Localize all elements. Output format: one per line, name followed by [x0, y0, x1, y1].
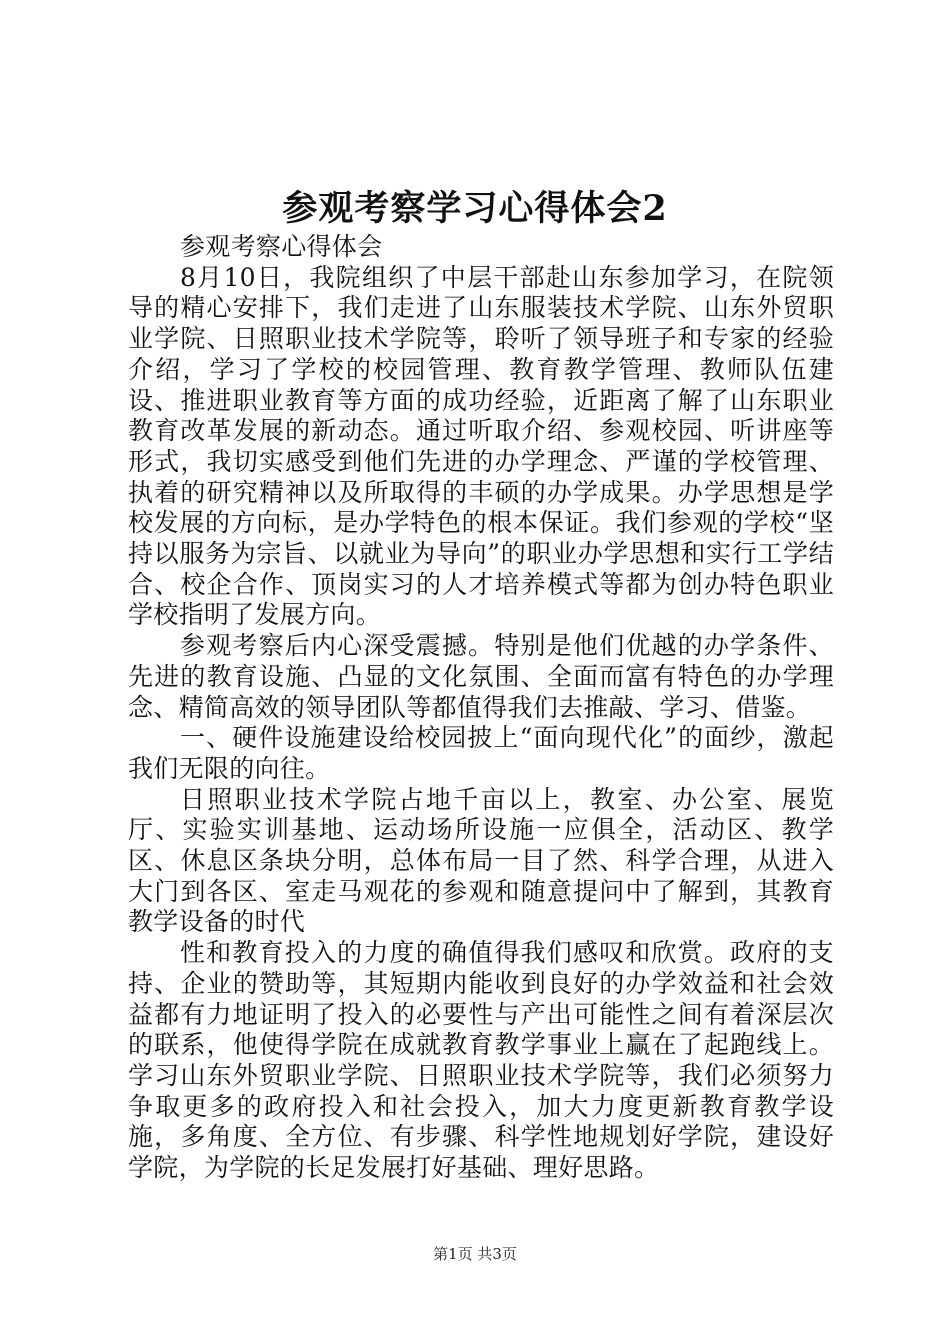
paragraph-section-one-heading: 一、硬件设施建设给校园披上“面向现代化”的面纱，激起我们无限的向往。 — [128, 723, 834, 783]
paragraph-subtitle: 参观考察心得体会 — [180, 232, 383, 261]
page-footer: 第1页 共3页 — [433, 1245, 517, 1263]
paragraph-rizhao-facilities: 日照职业技术学院占地千亩以上，教室、办公室、展览厅、实验实训基地、运动场所设施一应俱全，活动区、教学区、休息区条块分明，总体布局一目了然、科学合理，从进入大门到各区、室走马观花的参观和随意提问中了解到，其教育教学设备的时代 — [128, 784, 834, 937]
paragraph-investment: 性和教育投入的力度的确值得我们感叹和欣赏。政府的支持、企业的赞助等，其短期内能收到良好的办学效益和社会效益都有力地证明了投入的必要性与产出可能性之间有着深层次的联系，他使得学院在成就教育教学事业上赢在了起跑线上。学习山东外贸职业学院、日照职业技术学院等，我们必须努力争取更多的政府投入和社会投入，加大力度更新教育教学设施，多角度、全方位、有步骤、科学性地规划好学院，建设好学院，为学院的长足发展打好基础、理好思路。 — [128, 938, 834, 1183]
document-body — [128, 232, 834, 1184]
document-title: 参观考察学习心得体会2 — [282, 188, 668, 229]
paragraph-intro: 8月10日，我院组织了中层干部赴山东参加学习，在院领导的精心安排下，我们走进了山东服装技术学院、山东外贸职业学院、日照职业技术学院等，聆听了领导班子和专家的经验介绍，学习了学校的校园管理、教育教学管理、教师队伍建设、推进职业教育等方面的成功经验，近距离了解了山东职业教育改革发展的新动态。通过听取介绍、参观校园、听讲座等形式，我切实感受到他们先进的办学理念、严谨的学校管理、执着的研究精神以及所取得的丰硕的办学成果。办学思想是学校发展的方向标，是办学特色的根本保证。我们参观的学校“坚持以服务为宗旨、以就业为导向”的职业办学思想和实行工学结合、校企合作、顶岗实习的人才培养模式等都为创办特色职业学校指明了发展方向。 — [128, 262, 834, 630]
paragraph-impression: 参观考察后内心深受震撼。特别是他们优越的办学条件、先进的教育设施、凸显的文化氛围、全面而富有特色的办学理念、精简高效的领导团队等都值得我们去推敲、学习、借鉴。 — [128, 631, 834, 722]
